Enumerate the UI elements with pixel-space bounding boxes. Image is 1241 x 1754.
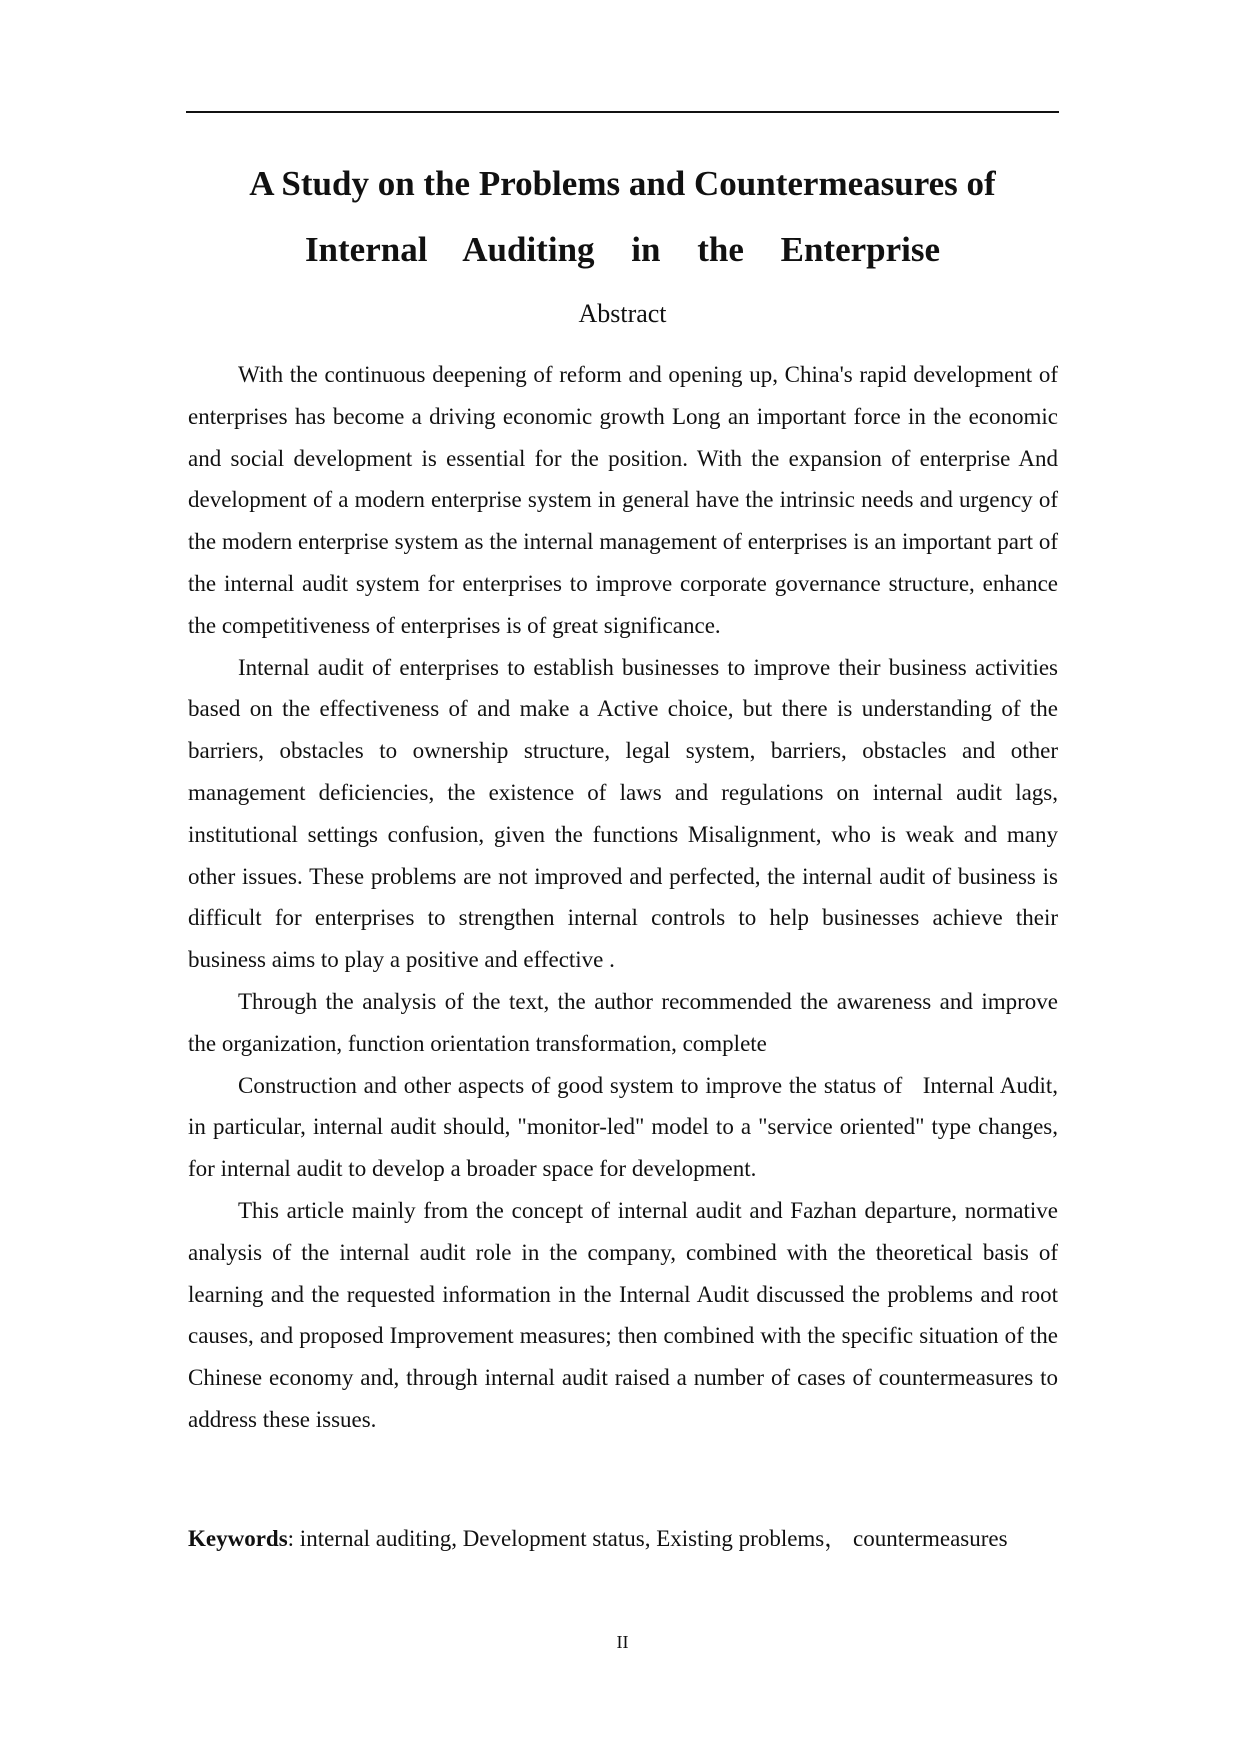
title-line-2: Internal Auditing in the Enterprise: [304, 230, 941, 269]
abstract-paragraph-1: With the continuous deepening of reform and opening up, China's rapid development of enterprises has become a driving economic growth Long an important force in the economic and social development is essential for the position. With the expansion of enterprise And development of a modern enterprise system in general have the intrinsic needs and urgency of the modern enterprise system as the internal management of enterprises is an important part of the internal audit system for enterprises to improve corporate governance structure, enhance the competitiveness of enterprises is of great significance.: [188, 362, 1058, 638]
header-rule: [186, 111, 1059, 113]
abstract-paragraph-5: This article mainly from the concept of internal audit and Fazhan departure, normative analysis of the internal audit role in the company, combined with the theoretical basis of learning and the requested information in the Internal Audit discussed the problems and root causes, and proposed Improvement measures; then combined with the specific situation of the Chinese economy and, through internal audit raised a number of cases of countermeasures to address these issues.: [188, 1197, 1058, 1432]
keywords-text: : internal auditing, Development status, Existing problems， countermeasures: [287, 1526, 1008, 1551]
keywords-label: Keywords: [188, 1526, 288, 1551]
abstract-paragraph-3: Through the analysis of the text, the author recommended the awareness and improve the organization, function orientation transformation, complete: [188, 988, 1058, 1056]
abstract-paragraph-2: Internal audit of enterprises to establish businesses to improve their business activities based on the effectiveness of and make a Active choice, but there is understanding of the barriers, obstacles to ownership structure, legal system, barriers, obstacles and other management deficiencies, the existence of laws and regulations on internal audit lags, institutional settings confusion, given the functions Misalignment, who is weak and many other issues. These problems are not improved and perfected, the internal audit of business is difficult for enterprises to strengthen internal controls to help businesses achieve their business aims to play a positive and effective .: [188, 654, 1058, 973]
keywords: [188, 1516, 1058, 1561]
abstract-heading: Abstract: [578, 299, 667, 328]
page-number: II: [616, 1632, 629, 1652]
abstract-body: [188, 354, 1058, 1441]
title-line-1: A Study on the Problems and Countermeasures of: [249, 164, 996, 203]
abstract-paragraph-4: Construction and other aspects of good system to improve the status of Internal Audit, in particular, internal audit should, "monitor-led" model to a "service oriented" type changes, for internal audit to develop a broader space for development.: [188, 1072, 1058, 1182]
paper-title: [186, 151, 1059, 283]
